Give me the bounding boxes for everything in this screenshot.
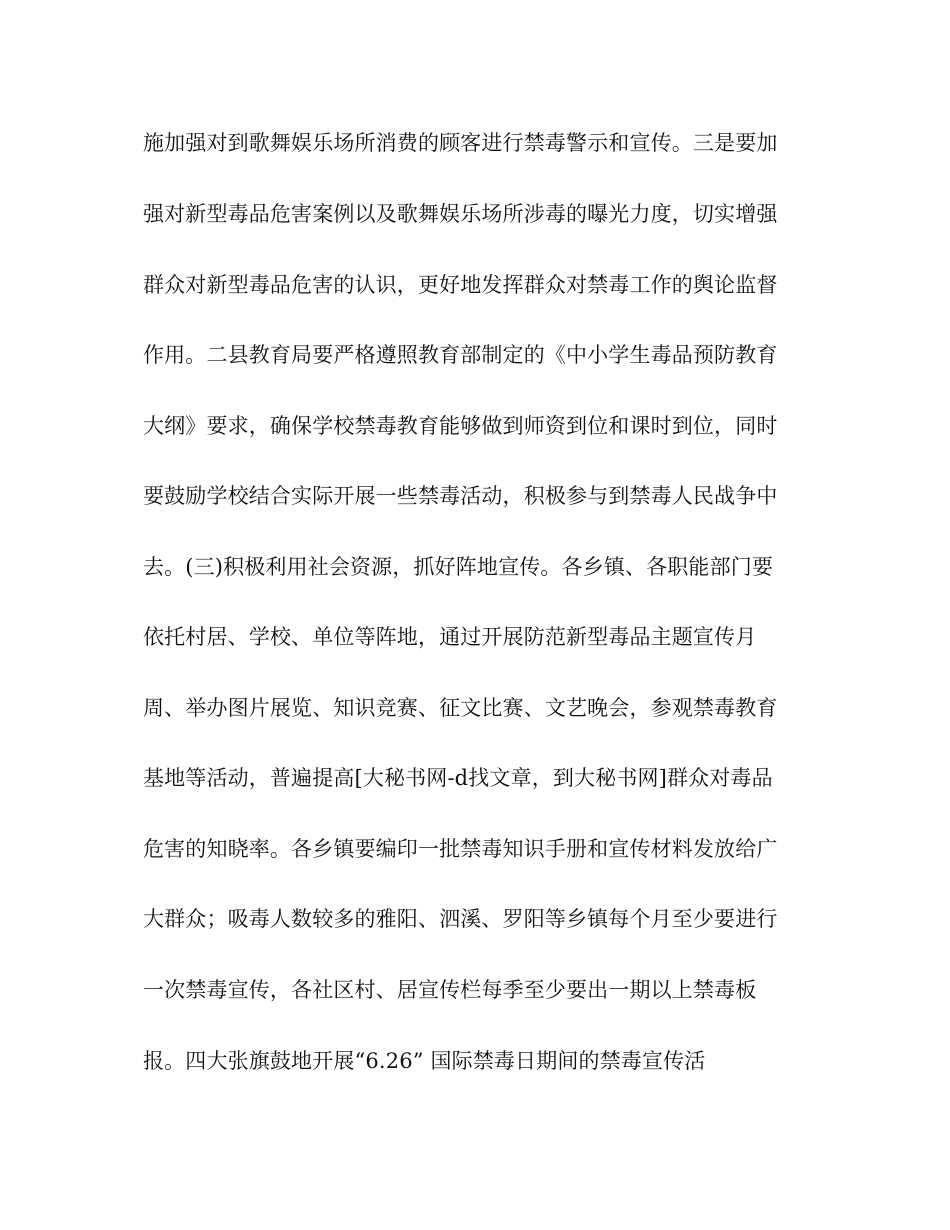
paragraph-line-2: 强对新型毒品危害案例以及歌舞娱乐场所涉毒的曝光力度，切实增强	[143, 202, 778, 226]
paragraph-line-11: 危害的知晓率。各乡镇要编印一批禁毒知识手册和宣传材料发放给广	[143, 837, 778, 861]
paragraph-line-13: 一次禁毒宣传，各社区村、居宣传栏每季至少要出一期以上禁毒板	[143, 978, 757, 1002]
paragraph-line-1: 施加强对到歌舞娱乐场所消费的顾客进行禁毒警示和宣传。三是要加	[143, 131, 778, 155]
paragraph-line-14: 报。四大张旗鼓地开展“6.26” 国际禁毒日期间的禁毒宣传活	[143, 1049, 706, 1073]
paragraph-line-6: 要鼓励学校结合实际开展一些禁毒活动，积极参与到禁毒人民战争中	[143, 484, 778, 508]
paragraph-line-8: 依托村居、学校、单位等阵地，通过开展防范新型毒品主题宣传月	[143, 625, 757, 649]
paragraph-line-5: 大纲》要求，确保学校禁毒教育能够做到师资到位和课时到位，同时	[143, 414, 778, 438]
paragraph-line-3: 群众对新型毒品危害的认识，更好地发挥群众对禁毒工作的舆论监督	[143, 273, 778, 297]
paragraph-line-10: 基地等活动，普遍提高[大秘书网-d找文章，到大秘书网]群众对毒品	[143, 766, 773, 790]
paragraph-line-9: 周、举办图片展览、知识竞赛、征文比赛、文艺晚会，参观禁毒教育	[143, 696, 778, 720]
paragraph-line-7: 去。(三)积极利用社会资源，抓好阵地宣传。各乡镇、各职能部门要	[143, 555, 774, 579]
paragraph-line-12: 大群众；吸毒人数较多的雅阳、泗溪、罗阳等乡镇每个月至少要进行	[143, 907, 778, 931]
paragraph-line-4: 作用。二县教育局要严格遵照教育部制定的《中小学生毒品预防教育	[143, 343, 778, 367]
